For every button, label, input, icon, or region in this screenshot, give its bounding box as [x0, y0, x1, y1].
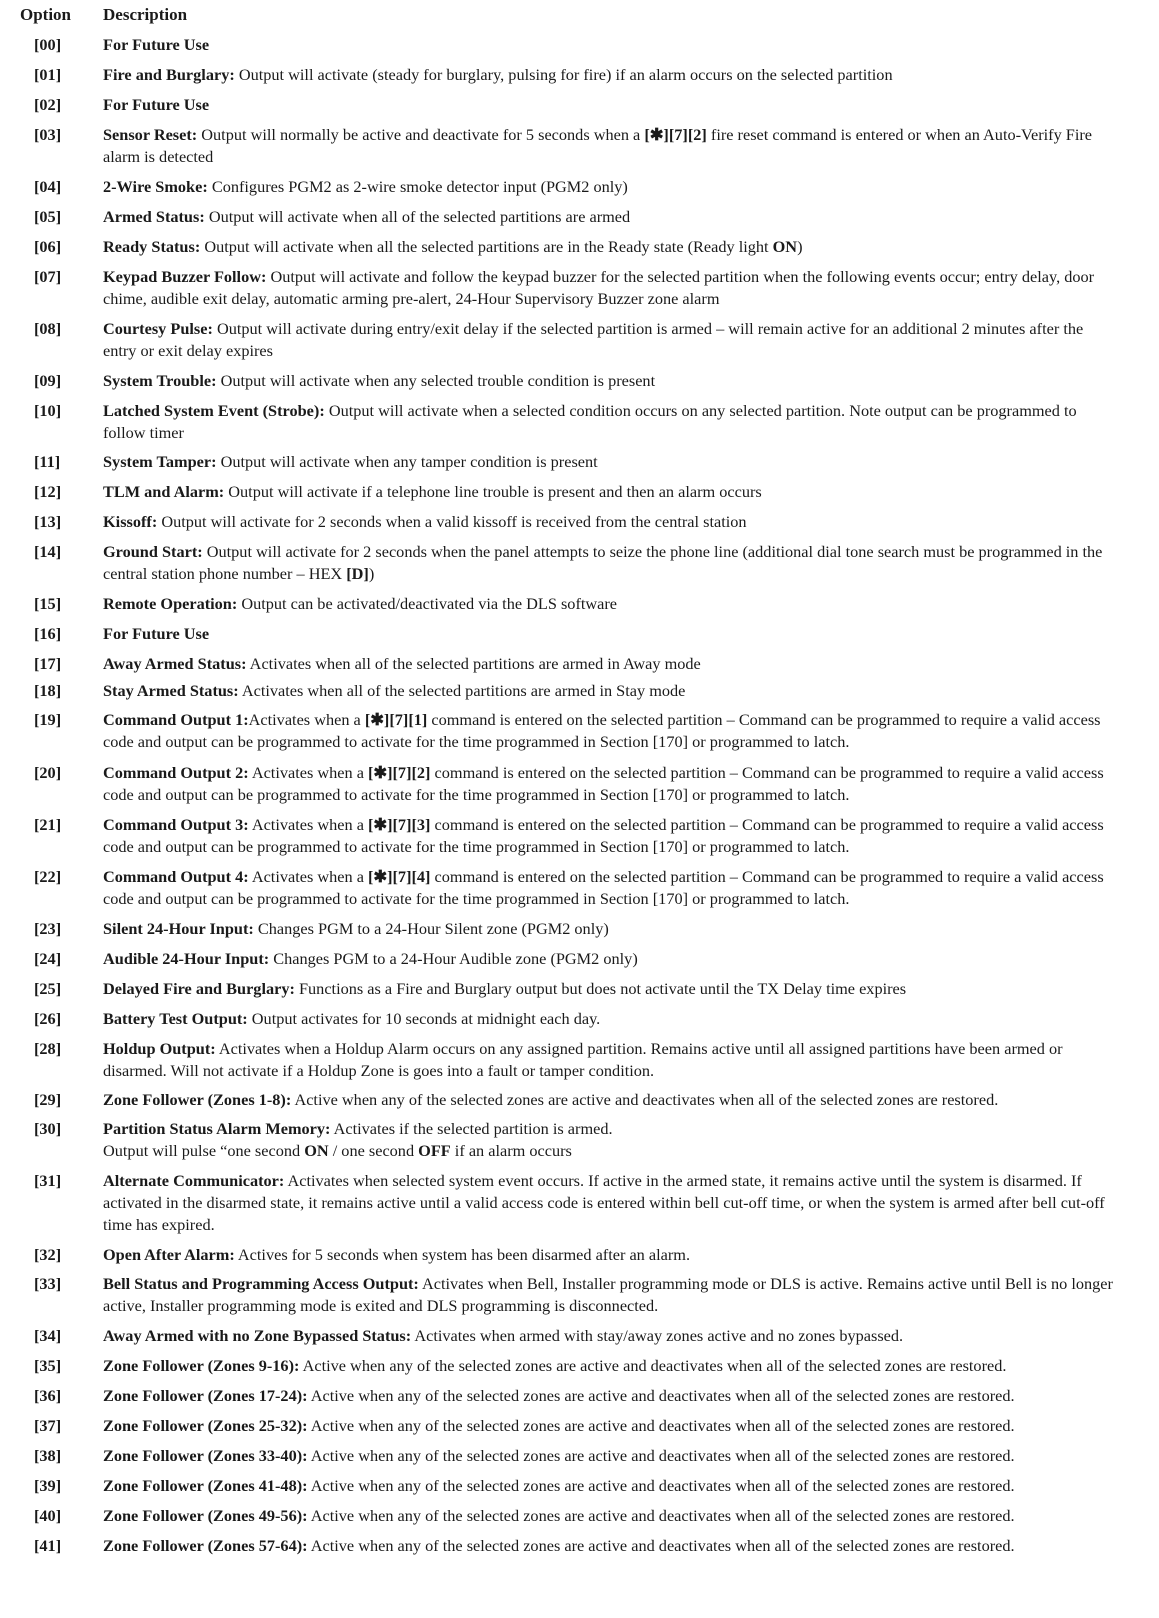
description-text: Configures PGM2 as 2-wire smoke detector input (PGM2 only): [207, 177, 628, 196]
option-code: [21]: [34, 815, 62, 834]
description-text: Functions as a Fire and Burglary output but does not activate until the TX Delay time expires: [294, 979, 907, 998]
option-description: [103, 1325, 1113, 1347]
description-text: Activates when a: [248, 763, 369, 782]
option-description: [103, 266, 1113, 310]
description-text: ): [797, 237, 803, 256]
description-text: Output will activate when any selected trouble condition is present: [216, 371, 656, 390]
option-code: [08]: [34, 319, 62, 338]
option-description: [103, 370, 1113, 392]
option-code: [24]: [34, 949, 62, 968]
description-text: Active when any of the selected zones are active and deactivates when all of the selected zones are restored.: [307, 1506, 1015, 1525]
option-title: Latched System Event (Strobe):: [103, 401, 325, 420]
option-code: [36]: [34, 1386, 62, 1405]
description-text: Active when any of the selected zones are active and deactivates when all of the selected zones are restored.: [291, 1090, 999, 1109]
option-code: [19]: [34, 710, 62, 729]
description-text: Active when any of the selected zones are active and deactivates when all of the selected zones are restored.: [307, 1536, 1015, 1555]
option-code: [14]: [34, 542, 62, 561]
option-description: [103, 400, 1113, 444]
option-description: [103, 1445, 1113, 1467]
option-code: [40]: [34, 1506, 62, 1525]
option-description: [103, 1385, 1113, 1407]
option-title: TLM and Alarm:: [103, 482, 225, 501]
description-text: Activates when all of the selected partitions are armed in Away mode: [246, 654, 701, 673]
option-description: [103, 1038, 1113, 1082]
option-title: System Trouble:: [103, 371, 217, 390]
option-code: [05]: [34, 207, 62, 226]
option-title: Bell Status and Programming Access Output:: [103, 1274, 419, 1293]
option-title: Holdup Output:: [103, 1039, 216, 1058]
description-text: command is entered on the selected partition – Command can be programmed to require a valid access code and output can be programmed to activate for the time programmed in Section [170] or programmed to latch.: [103, 815, 1104, 856]
emphasis-text: [✱][7][3]: [368, 815, 431, 834]
description-text: Output will activate if a telephone line trouble is present and then an alarm occurs: [224, 482, 762, 501]
option-description: [103, 709, 1113, 753]
option-description: [103, 64, 1113, 86]
option-description: [103, 1170, 1113, 1236]
description-text: Active when any of the selected zones are active and deactivates when all of the selected zones are restored.: [307, 1446, 1015, 1465]
emphasis-text: OFF: [418, 1141, 451, 1160]
option-title: 2-Wire Smoke:: [103, 177, 208, 196]
option-title: Stay Armed Status:: [103, 681, 239, 700]
description-text: / one second: [328, 1141, 419, 1160]
description-text: Output will normally be active and deactivate for 5 seconds when a: [197, 125, 645, 144]
option-description: [103, 94, 1113, 116]
description-text: Activates when selected system event occurs. If active in the armed state, it remains active until the system is disarmed. If activated in the disarmed state, it remains active until a valid access code is entered within bell cut-off time, or when the system is armed after bell cut-off time has expired.: [103, 1171, 1105, 1234]
option-code: [01]: [34, 65, 62, 84]
option-title: Zone Follower (Zones 49-56):: [103, 1506, 308, 1525]
option-code: [31]: [34, 1171, 62, 1190]
option-code: [02]: [34, 95, 62, 114]
option-description: [103, 814, 1113, 858]
option-title: Command Output 2:: [103, 763, 249, 782]
description-text: Output will activate for 2 seconds when the panel attempts to seize the phone line (additional dial tone search must be programmed in the central station phone number – HEX: [103, 542, 1103, 583]
option-code: [04]: [34, 177, 62, 196]
description-text: Changes PGM to a 24-Hour Silent zone (PGM2 only): [253, 919, 609, 938]
option-title: Zone Follower (Zones 9-16):: [103, 1356, 300, 1375]
option-code: [30]: [34, 1119, 62, 1138]
option-description: [103, 1089, 1113, 1111]
emphasis-text: [✱][7][4]: [368, 867, 431, 886]
option-title: Remote Operation:: [103, 594, 238, 613]
description-text: Output will activate when any tamper condition is present: [216, 452, 598, 471]
emphasis-text: [✱][7][2]: [644, 125, 707, 144]
option-description: [103, 680, 1113, 702]
emphasis-text: [D]: [346, 564, 369, 583]
option-description: [103, 918, 1113, 940]
option-code: [03]: [34, 125, 62, 144]
option-title: For Future Use: [103, 624, 210, 643]
option-code: [07]: [34, 267, 62, 286]
option-title: Zone Follower (Zones 25-32):: [103, 1416, 308, 1435]
description-text: Activates when a: [248, 710, 365, 729]
option-title: Command Output 3:: [103, 815, 249, 834]
option-description: [103, 34, 1113, 56]
option-code: [22]: [34, 867, 62, 886]
option-title: For Future Use: [103, 35, 210, 54]
option-description: [103, 1118, 1113, 1162]
option-description: [103, 948, 1113, 970]
option-title: For Future Use: [103, 95, 210, 114]
description-text: command is entered on the selected partition – Command can be programmed to require a valid access code and output can be programmed to activate for the time programmed in Section [170] or programmed to latch.: [103, 867, 1104, 908]
description-text: Activates when a Holdup Alarm occurs on any assigned partition. Remains active until all assigned partitions have been armed or disarmed. Will not activate if a Holdup Zone is goes into a fault or tamper condition.: [103, 1039, 1063, 1080]
option-description: [103, 1475, 1113, 1497]
option-description: [103, 593, 1113, 615]
option-code: [20]: [34, 763, 62, 782]
option-title: Kissoff:: [103, 512, 158, 531]
option-code: [39]: [34, 1476, 62, 1495]
option-code: [00]: [34, 35, 62, 54]
description-text: command is entered on the selected partition – Command can be programmed to require a valid access code and output can be programmed to activate for the time programmed in Section [170] or programmed to latch.: [103, 710, 1101, 751]
description-text: Activates when all of the selected partitions are armed in Stay mode: [238, 681, 686, 700]
description-text: Activates when a: [248, 815, 369, 834]
option-title: Battery Test Output:: [103, 1009, 248, 1028]
option-title: Delayed Fire and Burglary:: [103, 979, 295, 998]
option-description: [103, 451, 1113, 473]
description-text: Output will activate (steady for burglary, pulsing for fire) if an alarm occurs on the selected partition: [234, 65, 893, 84]
option-code: [09]: [34, 371, 62, 390]
option-code: [32]: [34, 1245, 62, 1264]
header-description: Description: [103, 5, 188, 24]
emphasis-text: [✱][7][2]: [368, 763, 431, 782]
option-code: [06]: [34, 237, 62, 256]
option-description: [103, 1008, 1113, 1030]
description-text: Activates if the selected partition is armed.: [330, 1119, 613, 1138]
option-description: [103, 541, 1113, 585]
option-title: Partition Status Alarm Memory:: [103, 1119, 331, 1138]
option-code: [37]: [34, 1416, 62, 1435]
option-description: [103, 623, 1113, 645]
description-text: Output will activate when all of the selected partitions are armed: [204, 207, 631, 226]
emphasis-text: ON: [772, 237, 798, 256]
option-code: [23]: [34, 919, 62, 938]
option-title: Zone Follower (Zones 1-8):: [103, 1090, 292, 1109]
option-title: Command Output 4:: [103, 867, 249, 886]
description-text: Changes PGM to a 24-Hour Audible zone (PGM2 only): [269, 949, 638, 968]
option-description: [103, 206, 1113, 228]
option-title: Zone Follower (Zones 57-64):: [103, 1536, 308, 1555]
option-code: [16]: [34, 624, 62, 643]
option-description: [103, 124, 1113, 168]
option-code: [12]: [34, 482, 62, 501]
option-title: Ready Status:: [103, 237, 201, 256]
option-title: System Tamper:: [103, 452, 217, 471]
option-code: [26]: [34, 1009, 62, 1028]
option-code: [35]: [34, 1356, 62, 1375]
option-code: [38]: [34, 1446, 62, 1465]
option-description: [103, 318, 1113, 362]
option-title: Zone Follower (Zones 17-24):: [103, 1386, 308, 1405]
option-title: Away Armed Status:: [103, 654, 247, 673]
option-code: [18]: [34, 681, 62, 700]
header-option: Option: [20, 5, 72, 24]
option-description: [103, 762, 1113, 806]
option-description: [103, 236, 1113, 258]
description-text: if an alarm occurs: [450, 1141, 572, 1160]
description-text: fire reset command is entered or when an Auto-Verify Fire alarm is detected: [103, 125, 1093, 166]
emphasis-text: ON: [304, 1141, 329, 1160]
option-title: Silent 24-Hour Input:: [103, 919, 254, 938]
emphasis-text: [✱][7][1]: [364, 710, 428, 729]
option-description: [103, 1355, 1113, 1377]
description-text: Activates when armed with stay/away zones active and no zones bypassed.: [411, 1326, 904, 1345]
option-title: Audible 24-Hour Input:: [103, 949, 270, 968]
option-title: Alternate Communicator:: [103, 1171, 285, 1190]
option-title: Sensor Reset:: [103, 125, 198, 144]
option-code: [17]: [34, 654, 62, 673]
option-code: [34]: [34, 1326, 62, 1345]
description-text: Output will activate during entry/exit delay if the selected partition is armed – will remain active for an additional 2 minutes after the entry or exit delay expires: [103, 319, 1084, 360]
option-title: Armed Status:: [103, 207, 205, 226]
description-text: Output can be activated/deactivated via the DLS software: [237, 594, 618, 613]
option-description: [103, 978, 1113, 1000]
description-text: Active when any of the selected zones are active and deactivates when all of the selected zones are restored.: [307, 1476, 1015, 1495]
option-title: Open After Alarm:: [103, 1245, 235, 1264]
option-code: [25]: [34, 979, 62, 998]
option-description: [103, 511, 1113, 533]
description-text: Actives for 5 seconds when system has been disarmed after an alarm.: [234, 1245, 691, 1264]
option-title: Ground Start:: [103, 542, 203, 561]
option-description: [103, 1535, 1113, 1557]
description-text: Active when any of the selected zones are active and deactivates when all of the selected zones are restored.: [307, 1416, 1015, 1435]
option-description: [103, 1273, 1113, 1317]
option-code: [11]: [34, 452, 61, 471]
option-description: [103, 1244, 1113, 1266]
option-code: [10]: [34, 401, 62, 420]
option-description: [103, 1505, 1113, 1527]
description-text: Output will activate when a selected condition occurs on any selected partition. Note output can be programmed to follow timer: [103, 401, 1077, 442]
description-text: Active when any of the selected zones are active and deactivates when all of the selected zones are restored.: [307, 1386, 1015, 1405]
option-title: Fire and Burglary:: [103, 65, 235, 84]
description-text: Output will pulse “one second: [103, 1141, 305, 1160]
option-description: [103, 1415, 1113, 1437]
option-description: [103, 176, 1113, 198]
option-code: [28]: [34, 1039, 62, 1058]
option-code: [15]: [34, 594, 62, 613]
option-description: [103, 481, 1113, 503]
description-text: Output will activate when all the selected partitions are in the Ready state (Ready light: [200, 237, 773, 256]
description-text: Activates when a: [248, 867, 369, 886]
option-title: Zone Follower (Zones 41-48):: [103, 1476, 308, 1495]
option-title: Command Output 1:: [103, 710, 249, 729]
option-code: [13]: [34, 512, 62, 531]
description-text: Output activates for 10 seconds at midnight each day.: [247, 1009, 601, 1028]
option-description: [103, 866, 1113, 910]
description-text: ): [368, 564, 375, 583]
option-title: Away Armed with no Zone Bypassed Status:: [103, 1326, 412, 1345]
description-text: Output will activate for 2 seconds when a valid kissoff is received from the central station: [157, 512, 747, 531]
option-code: [29]: [34, 1090, 62, 1109]
description-text: Active when any of the selected zones are active and deactivates when all of the selected zones are restored.: [299, 1356, 1007, 1375]
option-code: [41]: [34, 1536, 62, 1555]
description-text: Activates when Bell, Installer programming mode or DLS is active. Remains active until Bell is no longer active, Installer programming mode is exited and DLS programming is disconnected.: [103, 1274, 1113, 1315]
description-text: Output will activate and follow the keypad buzzer for the selected partition when the following events occur; entry delay, door chime, audible exit delay, automatic arming pre-alert, 24-Hour Supervisory Buzzer zone alarm: [103, 267, 1095, 308]
option-title: Keypad Buzzer Follow:: [103, 267, 267, 286]
description-text: command is entered on the selected partition – Command can be programmed to require a valid access code and output can be programmed to activate for the time programmed in Section [170] or programmed to latch.: [103, 763, 1104, 804]
option-title: Courtesy Pulse:: [103, 319, 213, 338]
option-code: [33]: [34, 1274, 62, 1293]
option-title: Zone Follower (Zones 33-40):: [103, 1446, 308, 1465]
option-description: [103, 653, 1113, 675]
